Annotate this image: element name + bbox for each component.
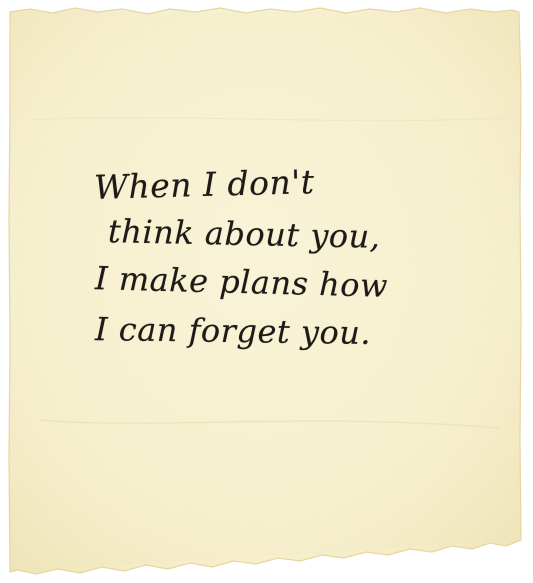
note-line-1: When I don't <box>93 162 316 207</box>
note-line-2: think about you, <box>107 212 381 256</box>
note-line-4: I can forget you. <box>94 310 372 352</box>
note-line-3: I make plans how <box>94 259 389 305</box>
